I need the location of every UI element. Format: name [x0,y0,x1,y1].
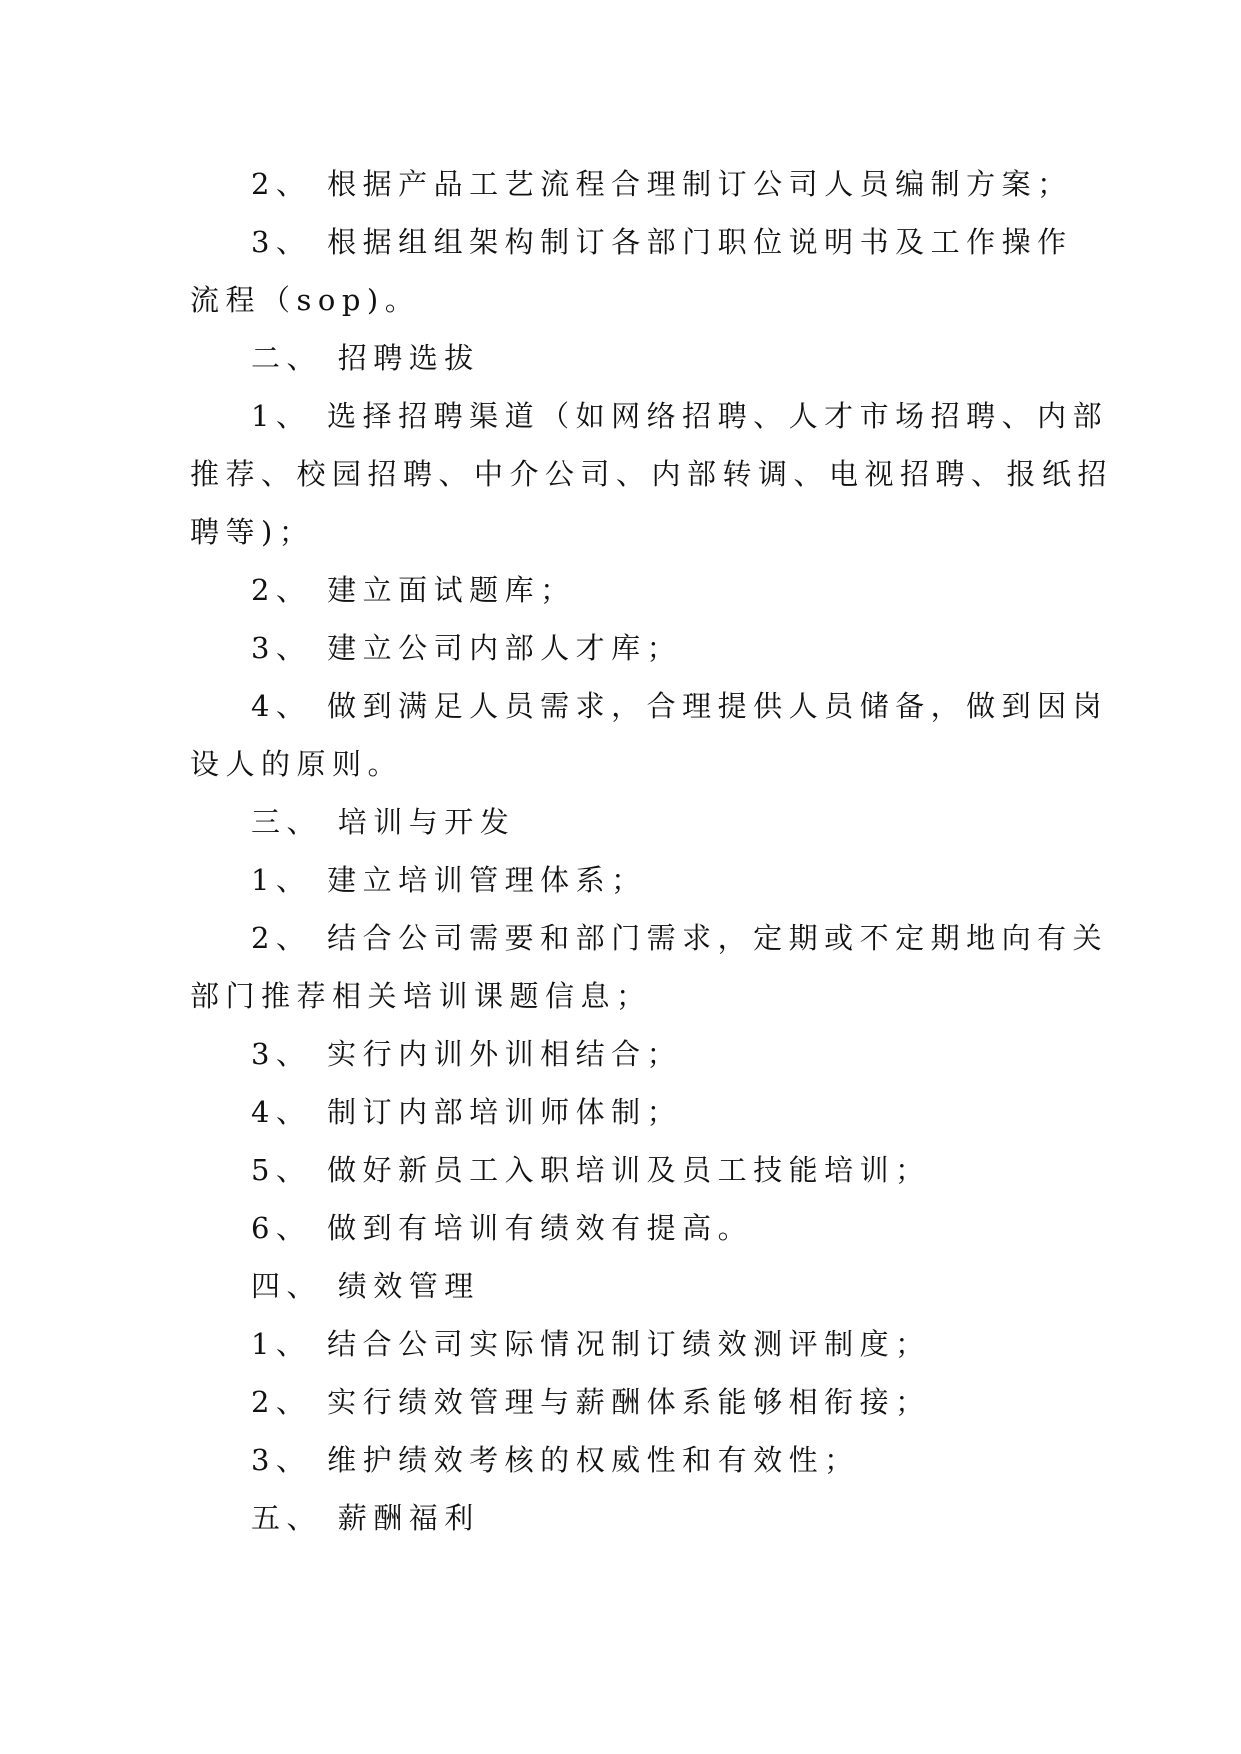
paragraph-line: 2、 根据产品工艺流程合理制订公司人员编制方案； [251,167,1073,201]
paragraph-line: 1、 选择招聘渠道（如网络招聘、人才市场招聘、内部 [251,399,1109,433]
paragraph-line: 5、 做好新员工入职培训及员工技能培训； [251,1153,931,1187]
paragraph-line: 流程（sop)。 [190,283,421,317]
paragraph-line: 3、 维护绩效考核的权威性和有效性； [251,1443,860,1477]
paragraph-line: 设人的原则。 [190,747,404,781]
paragraph-line: 部门推荐相关培训课题信息； [190,979,652,1013]
section-heading: 二、 招聘选拔 [251,341,480,375]
paragraph-line: 2、 实行绩效管理与薪酬体系能够相衔接； [251,1385,931,1419]
section-heading: 三、 培训与开发 [251,805,516,839]
section-heading: 四、 绩效管理 [251,1269,480,1303]
paragraph-line: 3、 根据组组架构制订各部门职位说明书及工作操作 [251,225,1073,259]
paragraph-line: 4、 做到满足人员需求，合理提供人员储备，做到因岗 [251,689,1109,723]
paragraph-line: 6、 做到有培训有绩效有提高。 [251,1211,754,1245]
section-heading: 五、 薪酬福利 [251,1501,480,1535]
paragraph-line: 1、 建立培训管理体系； [251,863,647,897]
paragraph-line: 3、 实行内训外训相结合； [251,1037,683,1071]
paragraph-line: 2、 结合公司需要和部门需求，定期或不定期地向有关 [251,921,1109,955]
paragraph-line: 推荐、校园招聘、中介公司、内部转调、电视招聘、报纸招 [190,457,1114,491]
paragraph-line: 3、 建立公司内部人才库； [251,631,683,665]
paragraph-line: 4、 制订内部培训师体制； [251,1095,683,1129]
paragraph-line: 2、 建立面试题库； [251,573,576,607]
paragraph-line: 聘等)； [190,515,315,549]
paragraph-line: 1、 结合公司实际情况制订绩效测评制度； [251,1327,931,1361]
